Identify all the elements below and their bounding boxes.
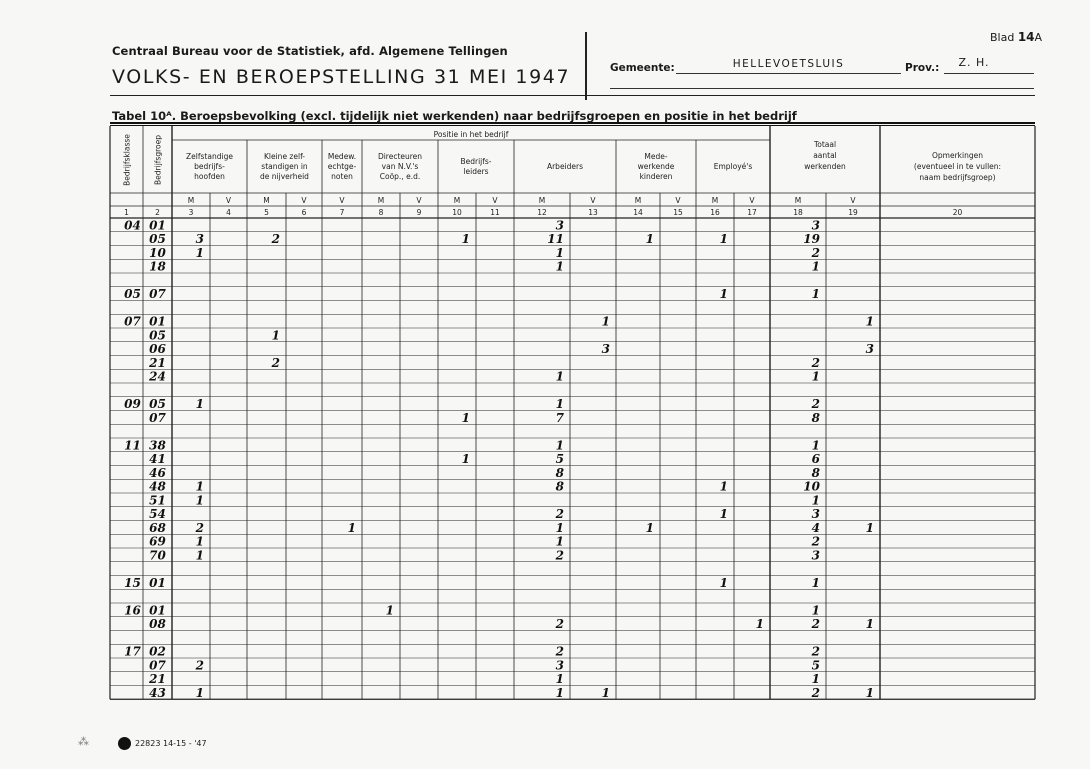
cell-value: 5: [811, 658, 820, 673]
cell-value: 1: [865, 685, 874, 700]
cell-value: 1: [195, 397, 204, 411]
groep-value: 70: [149, 548, 166, 563]
cell-value: 1: [719, 479, 728, 494]
groep-value: 01: [149, 603, 166, 618]
cell-value: 1: [811, 603, 820, 618]
mv-label: V: [416, 196, 422, 205]
footer-logo-icon: [118, 737, 131, 750]
cell-value: 1: [555, 672, 564, 686]
bedrijfsklasse-header: Bedrijfsklasse: [122, 134, 132, 186]
cell-value: 1: [195, 479, 204, 494]
klasse-value: 16: [124, 603, 141, 618]
cell-value: 1: [601, 685, 610, 700]
groep-value: 07: [149, 410, 166, 425]
cell-value: 1: [555, 259, 564, 274]
cell-value: 1: [865, 314, 874, 329]
groep-value: 41: [149, 452, 166, 466]
cell-value: 2: [811, 355, 820, 370]
cell-value: 1: [811, 575, 820, 590]
form-number: 22823 14-15 - '47: [135, 739, 207, 748]
cell-value: 11: [547, 232, 564, 246]
group-header: werkende: [637, 162, 675, 171]
group-header: Coöp., e.d.: [379, 172, 421, 181]
mv-label: V: [749, 196, 755, 205]
klasse-value: 17: [124, 644, 141, 659]
group-header: kinderen: [639, 172, 673, 181]
group-header: de nijverheid: [260, 172, 309, 181]
gemeente-label: Gemeente:: [610, 62, 675, 74]
cell-value: 1: [719, 232, 728, 246]
prov-value[interactable]: Z. H.: [958, 56, 990, 69]
group-header: leiders: [463, 167, 489, 176]
cell-value: 1: [719, 575, 728, 590]
klasse-value: 11: [124, 438, 141, 453]
groep-value: 68: [149, 520, 166, 535]
cell-value: 3: [865, 342, 874, 356]
cell-value: 8: [555, 479, 564, 494]
groep-value: 01: [149, 218, 166, 233]
mv-label: V: [339, 196, 345, 205]
cell-value: 1: [347, 520, 356, 535]
column-number: 18: [793, 208, 803, 217]
column-number: 8: [378, 208, 384, 217]
cell-value: 3: [601, 342, 610, 356]
prov-label: Prov.:: [905, 62, 940, 74]
cell-value: 3: [555, 658, 564, 673]
cell-value: 1: [195, 534, 204, 549]
group-header: Directeuren: [377, 152, 423, 161]
cell-value: 2: [271, 355, 280, 370]
cell-value: 2: [811, 644, 820, 659]
groep-value: 05: [149, 328, 166, 343]
positie-header: Positie in het bedrijf: [433, 130, 509, 139]
cell-value: 1: [271, 328, 280, 343]
totaal-header: Totaal: [813, 140, 837, 149]
cell-value: 2: [195, 520, 204, 535]
column-number: 16: [710, 208, 720, 217]
cell-value: 1: [555, 245, 564, 260]
column-number: 20: [952, 208, 963, 217]
groep-value: 54: [149, 507, 166, 521]
cell-value: 2: [555, 617, 564, 631]
group-header: Kleine zelf-: [263, 152, 306, 161]
cell-value: 5: [555, 452, 564, 466]
groep-value: 18: [149, 259, 166, 274]
group-header: Mede-: [644, 152, 668, 161]
cell-value: 4: [811, 520, 820, 535]
opmerkingen-header: Opmerkingen: [932, 151, 983, 160]
cell-value: 1: [811, 259, 820, 274]
groep-value: 07: [149, 287, 166, 301]
column-number: 13: [588, 208, 598, 217]
mv-label: M: [263, 196, 270, 205]
cell-value: 1: [461, 452, 470, 466]
cell-value: 2: [555, 644, 564, 659]
cell-value: 3: [555, 218, 564, 233]
totaal-header: aantal: [813, 151, 837, 160]
cell-value: 1: [719, 287, 728, 301]
column-number: 17: [747, 208, 757, 217]
blad-number: Blad 14A: [990, 30, 1043, 44]
cell-value: 1: [719, 507, 728, 521]
groep-value: 01: [149, 575, 166, 590]
cell-value: 1: [601, 314, 610, 329]
cell-value: 1: [555, 369, 564, 384]
klasse-value: 15: [124, 575, 141, 590]
cell-value: 1: [555, 685, 564, 700]
klasse-value: 04: [124, 218, 141, 233]
cell-value: 1: [555, 397, 564, 411]
cell-value: 2: [811, 617, 820, 631]
bureau-heading: Centraal Bureau voor de Statistiek, afd. Algemene Tellingen: [112, 44, 508, 58]
group-header: bedrijfs-: [194, 162, 225, 171]
groep-value: 38: [149, 438, 166, 453]
groep-value: 02: [149, 644, 166, 659]
groep-value: 05: [149, 397, 166, 411]
column-number: 1: [124, 208, 129, 217]
census-title: VOLKS- EN BEROEPSTELLING 31 MEI 1947: [112, 66, 571, 88]
column-number: 19: [848, 208, 858, 217]
cell-value: 10: [803, 479, 820, 494]
cell-value: 2: [811, 685, 820, 700]
cell-value: 2: [811, 534, 820, 549]
mv-label: M: [794, 196, 802, 205]
mv-label: V: [850, 196, 856, 205]
cell-value: 6: [811, 452, 820, 466]
groep-value: 21: [149, 672, 166, 686]
corner-mark: ⁂: [78, 735, 89, 748]
groep-value: 06: [149, 342, 166, 356]
cell-value: 8: [555, 465, 564, 480]
opmerkingen-header: naam bedrijfsgroep): [919, 173, 996, 182]
column-number: 7: [339, 208, 345, 217]
cell-value: 1: [811, 369, 820, 384]
cell-value: 2: [811, 245, 820, 260]
cell-value: 1: [811, 287, 820, 301]
group-header: standigen in: [261, 162, 308, 171]
klasse-value: 07: [124, 314, 141, 329]
cell-value: 3: [811, 507, 820, 521]
group-header: Arbeiders: [546, 162, 584, 171]
column-number: 10: [452, 208, 462, 217]
column-number: 15: [673, 208, 683, 217]
groep-value: 21: [149, 355, 166, 370]
cell-value: 2: [195, 658, 204, 673]
column-number: 3: [188, 208, 194, 217]
cell-value: 1: [555, 520, 564, 535]
cell-value: 2: [555, 548, 564, 563]
cell-value: 7: [555, 410, 564, 425]
cell-value: 1: [865, 520, 874, 535]
footer: [118, 737, 207, 750]
cell-value: 1: [811, 438, 820, 453]
mv-label: M: [634, 196, 642, 205]
cell-value: 1: [461, 232, 470, 246]
group-header: Zelfstandige: [186, 152, 233, 161]
group-header: hoofden: [194, 172, 225, 181]
groep-value: 08: [149, 617, 166, 631]
group-header: van N.V.'s: [381, 162, 419, 171]
mv-label: M: [453, 196, 461, 205]
klasse-value: 09: [124, 397, 141, 411]
cell-value: 1: [195, 548, 204, 563]
mv-label: M: [377, 196, 385, 205]
cell-value: 8: [811, 410, 820, 425]
cell-value: 3: [195, 232, 204, 246]
column-number: 12: [537, 208, 547, 217]
cell-value: 1: [811, 672, 820, 686]
column-number: 5: [264, 208, 269, 217]
cell-value: 1: [811, 493, 820, 508]
cell-value: 1: [195, 493, 204, 508]
groep-value: 01: [149, 314, 166, 329]
cell-value: 1: [645, 520, 654, 535]
column-number: 14: [633, 208, 643, 217]
groep-value: 24: [149, 369, 166, 384]
opmerkingen-header: (eventueel in te vullen:: [913, 162, 1002, 171]
group-header: Medew.: [327, 152, 357, 161]
totaal-header: werkenden: [804, 162, 846, 171]
groep-value: 48: [149, 479, 166, 494]
groep-value: 46: [149, 465, 166, 480]
group-header: Employé's: [713, 162, 753, 171]
cell-value: 1: [555, 438, 564, 453]
groep-value: 05: [149, 232, 166, 246]
cell-value: 1: [865, 617, 874, 631]
cell-value: 1: [755, 617, 764, 631]
cell-value: 8: [811, 465, 820, 480]
groep-value: 43: [149, 685, 166, 700]
groep-value: 51: [149, 493, 166, 508]
cell-value: 2: [555, 507, 564, 521]
cell-value: 1: [555, 534, 564, 549]
column-number: 6: [301, 208, 307, 217]
cell-value: 1: [195, 245, 204, 260]
mv-label: V: [225, 196, 232, 205]
cell-value: 2: [271, 232, 280, 246]
mv-label: V: [301, 196, 307, 205]
groep-value: 69: [149, 534, 166, 549]
mv-label: V: [492, 196, 498, 205]
cell-value: 1: [461, 410, 470, 425]
mv-label: M: [187, 196, 195, 205]
gemeente-value[interactable]: HELLEVOETSLUIS: [732, 58, 845, 70]
groep-value: 07: [149, 658, 166, 673]
cell-value: 1: [195, 685, 204, 700]
mv-label: V: [675, 196, 681, 205]
cell-value: 1: [385, 603, 394, 618]
column-number: 9: [416, 208, 422, 217]
mv-label: M: [711, 196, 719, 205]
bedrijfsgroep-header: Bedrijfsgroep: [153, 135, 163, 185]
cell-value: 3: [811, 548, 820, 563]
groep-value: 10: [149, 245, 166, 260]
klasse-value: 05: [124, 287, 141, 301]
mv-label: V: [590, 196, 596, 205]
group-header: Bedrijfs-: [460, 157, 492, 166]
mv-label: M: [538, 196, 546, 205]
column-number: 4: [226, 208, 231, 217]
table-caption: Tabel 10ᴬ. Beroepsbevolking (excl. tijdelijk niet werkenden) naar bedrijfsgroepen en positie in het bedrijf: [112, 109, 797, 123]
column-number: 11: [490, 208, 500, 217]
group-header: echtge-: [327, 162, 357, 171]
group-header: noten: [331, 172, 353, 181]
cell-value: 19: [803, 232, 820, 246]
cell-value: 2: [811, 397, 820, 411]
cell-value: 3: [811, 218, 820, 233]
column-number: 2: [155, 208, 160, 217]
cell-value: 1: [645, 232, 654, 246]
